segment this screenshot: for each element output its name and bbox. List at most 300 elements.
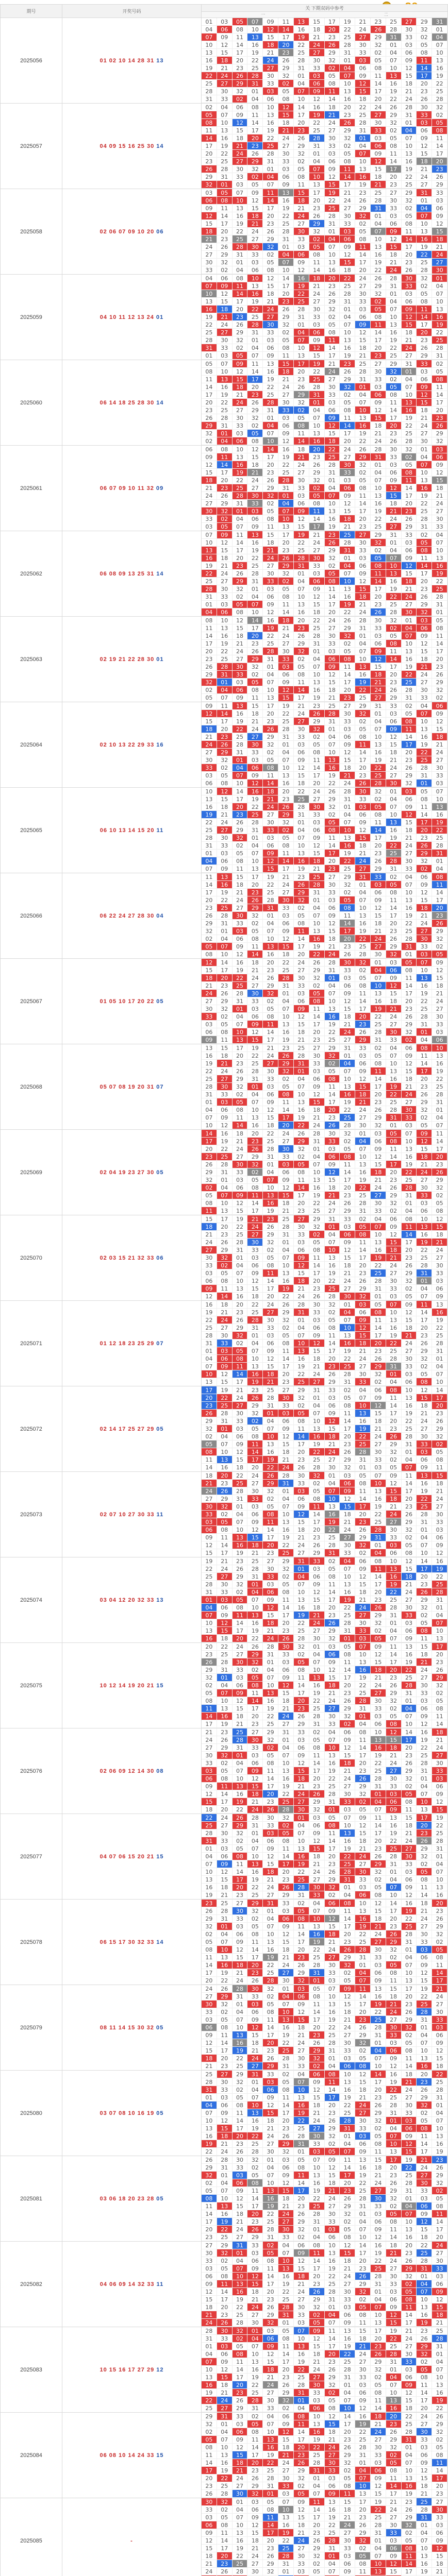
grid-number: 08 (233, 2102, 248, 2109)
grid-number: 25 (325, 1783, 340, 1790)
number-grid (202, 959, 447, 1044)
grid-number: 33 (402, 282, 417, 290)
grid-number: 18 (233, 1130, 248, 1138)
grid-number: 30 (432, 2257, 447, 2265)
grid-number: 17 (217, 220, 233, 228)
blue-ball: 15 (154, 1854, 163, 1860)
grid-number: 29 (247, 406, 263, 414)
grid-number: 04 (233, 2008, 248, 2016)
grid-number: 08 (371, 2140, 386, 2148)
grid-number: 19 (386, 2078, 402, 2086)
red-balls: 02 10 13 22 29 33 (100, 742, 155, 748)
grid-number: 30 (233, 2156, 248, 2164)
grid-number: 25 (294, 298, 309, 306)
grid-number: 01 (386, 788, 402, 795)
grid-number: 16 (217, 1961, 233, 1969)
grid-number: 17 (217, 469, 233, 477)
grid-number: 07 (294, 88, 309, 95)
grid-number: 28 (402, 104, 417, 111)
grid-number: 16 (386, 329, 402, 336)
grid-number: 12 (202, 2039, 217, 2047)
grid-number: 25 (202, 329, 217, 336)
grid-number: 16 (402, 1651, 417, 1658)
grid-number: 16 (247, 1868, 263, 1876)
grid-number: 21 (247, 2296, 263, 2303)
grid-number: 22 (202, 2148, 217, 2156)
grid-number: 08 (432, 1705, 447, 1713)
grid-number: 24 (355, 608, 371, 616)
grid-number: 10 (386, 1891, 402, 1899)
grid-number: 28 (202, 585, 217, 593)
grid-number: 31 (263, 1402, 278, 1410)
grid-number: 25 (247, 2140, 263, 2148)
grid-number: 30 (278, 2226, 294, 2233)
red-balls: 01 12 18 23 25 29 (100, 1341, 155, 1347)
grid-number: 16 (340, 2086, 355, 2094)
grid-number: 26 (294, 2210, 309, 2218)
grid-number: 17 (294, 360, 309, 368)
grid-number: 18 (402, 826, 417, 834)
grid-number: 31 (386, 1612, 402, 1619)
grid-number: 09 (355, 1316, 371, 1324)
grid-number: 24 (247, 1806, 263, 1814)
grid-number: 16 (402, 406, 417, 414)
grid-number: 04 (217, 104, 233, 111)
grid-number: 04 (340, 64, 355, 72)
grid-number: 28 (247, 1316, 263, 1324)
grid-number: 27 (278, 1969, 294, 1977)
grid-number: 15 (263, 2109, 278, 2117)
grid-number: 24 (247, 477, 263, 484)
grid-number: 05 (217, 2265, 233, 2273)
grid-number: 10 (309, 920, 325, 927)
grid-number: 08 (247, 2179, 263, 2187)
grid-number: 31 (233, 1246, 248, 1254)
grid-number: 13 (233, 1534, 248, 1541)
grid-number: 09 (325, 1410, 340, 1417)
grid-number: 18 (217, 57, 233, 64)
grid-number: 31 (294, 1309, 309, 1316)
grid-number: 21 (247, 2047, 263, 2055)
grid-number: 08 (432, 1456, 447, 1464)
grid-number: 09 (247, 2016, 263, 2024)
grid-number: 29 (386, 1440, 402, 1448)
grid-number: 18 (247, 2039, 263, 2047)
grid-number: 08 (309, 1993, 325, 2001)
grid-number: 09 (278, 1923, 294, 1930)
grid-number: 33 (278, 655, 294, 663)
grid-number: 25 (217, 2233, 233, 2241)
grid-number: 30 (417, 935, 432, 943)
grid-number: 03 (340, 974, 355, 982)
grid-number: 03 (278, 1907, 294, 1915)
grid-number: 29 (355, 205, 371, 212)
grid-number: 24 (294, 1293, 309, 1300)
grid-number: 09 (402, 803, 417, 811)
grid-number: 08 (263, 2008, 278, 2016)
grid-number: 19 (247, 1876, 263, 1884)
table-row (1, 2327, 448, 2413)
grid-number: 27 (432, 507, 447, 515)
grid-number: 30 (294, 2303, 309, 2311)
grid-number: 05 (340, 1145, 355, 1153)
grid-number: 21 (217, 1060, 233, 1067)
grid-number: 29 (202, 1168, 217, 1176)
grid-number: 19 (432, 321, 447, 329)
grid-number: 20 (371, 842, 386, 850)
grid-number: 11 (355, 1985, 371, 1993)
grid-number: 09 (233, 694, 248, 702)
grid-number: 21 (278, 127, 294, 134)
grid-number: 18 (309, 275, 325, 282)
grid-number: 06 (402, 2125, 417, 2132)
grid-number: 28 (325, 959, 340, 967)
grid-number: 24 (417, 1168, 432, 1176)
grid-number: 28 (340, 41, 355, 49)
grid-number: 25 (309, 624, 325, 632)
grid-number: 26 (247, 648, 263, 655)
grid-number: 22 (294, 2117, 309, 2125)
grid-number: 11 (371, 570, 386, 578)
draw-cell (62, 702, 202, 788)
grid-number: 09 (263, 2094, 278, 2102)
grid-number: 27 (325, 1456, 340, 1464)
grid-number: 08 (432, 376, 447, 383)
grid-number: 19 (355, 1425, 371, 1433)
grid-number: 15 (202, 1549, 217, 1557)
grid-number: 25 (278, 220, 294, 228)
grid-number: 12 (263, 1604, 278, 1612)
grid-number: 28 (417, 1262, 432, 1269)
grid-number: 21 (263, 795, 278, 803)
grid-number: 14 (340, 920, 355, 927)
grid-number: 25 (417, 756, 432, 764)
grid-number: 03 (340, 2055, 355, 2062)
grid-number: 11 (217, 1285, 233, 1293)
issue-cell: 2025058 (1, 189, 62, 275)
grid-number: 13 (371, 1239, 386, 1246)
grid-number: 06 (386, 1549, 402, 1557)
grid-number: 18 (247, 1293, 263, 1300)
grid-number: 28 (402, 1184, 417, 1192)
grid-number: 28 (217, 1410, 233, 1417)
grid-number: 21 (263, 298, 278, 306)
grid-number: 07 (386, 306, 402, 313)
grid-number: 03 (233, 927, 248, 935)
number-grid-cell (202, 275, 448, 360)
grid-number: 05 (417, 1370, 432, 1378)
grid-number: 13 (263, 1938, 278, 1946)
grid-number: 22 (278, 461, 294, 469)
grid-number: 26 (309, 1790, 325, 1798)
grid-number: 27 (402, 18, 417, 26)
grid-number: 08 (309, 749, 325, 756)
grid-number: 25 (340, 1860, 355, 1868)
grid-number: 09 (309, 1581, 325, 1588)
grid-number: 11 (325, 2327, 340, 2335)
grid-number: 22 (325, 779, 340, 787)
grid-number: 19 (263, 1705, 278, 1713)
grid-number: 14 (309, 1013, 325, 1021)
grid-number: 15 (340, 507, 355, 515)
grid-number: 22 (325, 1277, 340, 1285)
grid-number: 08 (217, 446, 233, 453)
grid-number: 33 (202, 2257, 217, 2265)
grid-number: 07 (217, 1192, 233, 1199)
grid-number: 27 (417, 181, 432, 189)
grid-number: 09 (309, 336, 325, 344)
grid-number: 28 (402, 2179, 417, 2187)
grid-number: 29 (233, 329, 248, 336)
grid-number: 08 (263, 2257, 278, 2265)
grid-number: 22 (325, 1526, 340, 1534)
grid-number: 28 (325, 710, 340, 718)
number-grid (202, 1301, 447, 1386)
grid-number: 20 (355, 1013, 371, 1021)
grid-number: 32 (278, 819, 294, 826)
grid-number: 17 (417, 1316, 432, 1324)
grid-number: 21 (247, 1215, 263, 1223)
grid-number: 15 (217, 1876, 233, 1884)
grid-number: 33 (247, 749, 263, 756)
grid-number: 19 (247, 547, 263, 554)
grid-number: 29 (386, 694, 402, 702)
grid-number: 14 (325, 1340, 340, 1347)
grid-number: 31 (217, 1168, 233, 1176)
grid-number: 33 (263, 1822, 278, 1829)
grid-number: 08 (325, 80, 340, 88)
grid-number: 18 (325, 1930, 340, 1938)
grid-number: 25 (233, 2062, 248, 2070)
grid-number: 09 (202, 1534, 217, 1541)
grid-number: 05 (263, 1254, 278, 1262)
grid-number: 02 (309, 2311, 325, 2319)
grid-number: 03 (371, 1464, 386, 1471)
grid-number: 23 (371, 601, 386, 608)
grid-number: 01 (309, 1145, 325, 1153)
grid-number: 14 (263, 1028, 278, 1036)
grid-number: 04 (247, 2335, 263, 2343)
grid-number: 13 (340, 1581, 355, 1588)
grid-number: 23 (278, 1044, 294, 1052)
grid-number: 02 (432, 111, 447, 119)
grid-number: 04 (386, 1044, 402, 1052)
grid-number: 26 (355, 1526, 371, 1534)
grid-number: 07 (247, 850, 263, 857)
grid-number: 06 (417, 1207, 432, 1215)
grid-number: 13 (355, 165, 371, 173)
grid-number: 17 (371, 1581, 386, 1588)
issue-cell: 2025062 (1, 531, 62, 617)
grid-number: 05 (294, 1410, 309, 1417)
grid-number: 29 (402, 1518, 417, 1526)
grid-number: 29 (325, 547, 340, 554)
grid-number: 07 (432, 290, 447, 298)
grid-number: 26 (233, 819, 248, 826)
grid-number: 29 (355, 702, 371, 710)
grid-number: 01 (202, 850, 217, 857)
grid-number: 25 (202, 80, 217, 88)
grid-number: 12 (217, 290, 233, 298)
grid-number: 12 (432, 1549, 447, 1557)
grid-number: 27 (340, 1285, 355, 1293)
grid-number: 14 (309, 764, 325, 772)
grid-number: 11 (432, 134, 447, 142)
grid-number: 30 (309, 1884, 325, 1891)
grid-number: 26 (309, 1293, 325, 1300)
grid-number: 10 (309, 1168, 325, 1176)
grid-number: 17 (263, 2031, 278, 2039)
grid-number: 26 (247, 1394, 263, 1402)
grid-number: 24 (325, 1199, 340, 1207)
grid-number: 24 (233, 1643, 248, 1651)
grid-number: 24 (402, 1588, 417, 1596)
grid-number: 11 (340, 912, 355, 920)
grid-number: 19 (417, 1487, 432, 1495)
grid-number: 17 (294, 1192, 309, 1199)
grid-number: 15 (233, 127, 248, 134)
grid-number: 20 (417, 329, 432, 336)
grid-number: 21 (432, 492, 447, 500)
grid-number: 17 (325, 1098, 340, 1106)
grid-number: 14 (340, 422, 355, 430)
grid-number: 13 (432, 1052, 447, 1060)
grid-number: 12 (278, 1184, 294, 1192)
grid-number: 04 (233, 515, 248, 523)
grid-number: 32 (386, 617, 402, 624)
grid-number: 26 (263, 1223, 278, 1231)
grid-number: 01 (340, 554, 355, 562)
grid-number: 01 (402, 1946, 417, 1954)
grid-number: 22 (432, 1822, 447, 1829)
grid-number: 25 (402, 1176, 417, 1184)
grid-number: 24 (417, 1417, 432, 1425)
grid-number: 28 (278, 1806, 294, 1814)
grid-number: 06 (263, 2335, 278, 2343)
grid-number: 19 (340, 18, 355, 26)
grid-number: 08 (278, 842, 294, 850)
table-row (1, 1985, 448, 2071)
grid-number: 02 (340, 1969, 355, 1977)
grid-number: 23 (278, 1876, 294, 1884)
grid-number: 05 (294, 1161, 309, 1168)
grid-number: 26 (263, 974, 278, 982)
grid-number: 30 (432, 1759, 447, 1767)
grid-number: 22 (355, 1433, 371, 1440)
grid-number: 03 (355, 1052, 371, 1060)
grid-number: 22 (340, 1355, 355, 1363)
grid-number: 14 (278, 26, 294, 33)
grid-number: 12 (386, 733, 402, 741)
grid-number: 06 (402, 49, 417, 57)
grid-number: 08 (371, 1557, 386, 1565)
grid-number: 23 (325, 1612, 340, 1619)
grid-number: 29 (432, 2172, 447, 2179)
grid-number: 08 (355, 235, 371, 243)
grid-number: 10 (278, 1511, 294, 1518)
grid-number: 04 (202, 1853, 217, 1860)
grid-number: 20 (386, 2164, 402, 2172)
grid-number: 09 (355, 1814, 371, 1822)
grid-number: 15 (417, 1643, 432, 1651)
grid-number: 27 (417, 1425, 432, 1433)
blue-ball: 09 (154, 485, 163, 492)
grid-number: 14 (325, 593, 340, 601)
grid-number: 20 (263, 1790, 278, 1798)
grid-number: 02 (278, 80, 294, 88)
grid-number: 08 (309, 997, 325, 1005)
grid-number: 07 (325, 1736, 340, 1744)
grid-number: 08 (340, 158, 355, 165)
grid-number: 26 (263, 2055, 278, 2062)
grid-number: 06 (402, 795, 417, 803)
grid-number: 28 (432, 842, 447, 850)
grid-number: 22 (202, 1565, 217, 1573)
grid-number: 23 (371, 1845, 386, 1853)
grid-number: 14 (371, 1822, 386, 1829)
grid-number: 13 (247, 282, 263, 290)
grid-number: 11 (340, 663, 355, 671)
grid-number: 06 (309, 1822, 325, 1829)
grid-number: 16 (432, 1309, 447, 1316)
grid-number: 26 (402, 1262, 417, 1269)
grid-number: 12 (371, 1402, 386, 1410)
grid-number: 09 (355, 1565, 371, 1573)
grid-number: 06 (340, 1231, 355, 1239)
grid-number: 33 (417, 111, 432, 119)
grid-number: 16 (340, 1837, 355, 1845)
grid-number: 02 (386, 2202, 402, 2210)
grid-number: 15 (278, 1938, 294, 1946)
grid-number: 04 (432, 33, 447, 41)
grid-number: 21 (386, 756, 402, 764)
grid-number: 10 (202, 1122, 217, 1129)
grid-number: 02 (294, 1153, 309, 1161)
grid-number: 05 (233, 2343, 248, 2350)
grid-number: 13 (417, 974, 432, 982)
grid-number: 03 (263, 2327, 278, 2335)
grid-number: 24 (309, 1868, 325, 1876)
grid-number: 31 (402, 694, 417, 702)
grid-number: 25 (233, 1480, 248, 1487)
grid-number: 07 (432, 2117, 447, 2125)
grid-number: 12 (371, 158, 386, 165)
grid-number: 26 (247, 1977, 263, 1985)
grid-number: 30 (371, 951, 386, 958)
grid-number: 11 (278, 1098, 294, 1106)
grid-number: 22 (202, 1316, 217, 1324)
grid-number: 14 (402, 2062, 417, 2070)
grid-number: 02 (247, 920, 263, 927)
grid-number: 28 (355, 1448, 371, 1456)
grid-number: 15 (432, 1472, 447, 1480)
header-row (1, 5, 448, 12)
grid-number: 23 (386, 430, 402, 437)
grid-number: 10 (278, 1262, 294, 1269)
grid-number: 07 (217, 694, 233, 702)
grid-number: 20 (432, 158, 447, 165)
grid-number: 14 (432, 1138, 447, 1145)
grid-number: 17 (217, 2047, 233, 2055)
grid-number: 07 (294, 2327, 309, 2335)
grid-number: 24 (417, 2164, 432, 2172)
grid-number: 15 (217, 1044, 233, 1052)
grid-number: 15 (432, 1806, 447, 1814)
number-grid (202, 617, 447, 702)
grid-number: 22 (355, 2179, 371, 2187)
grid-number: 10 (278, 515, 294, 523)
grid-number: 01 (417, 2273, 432, 2280)
